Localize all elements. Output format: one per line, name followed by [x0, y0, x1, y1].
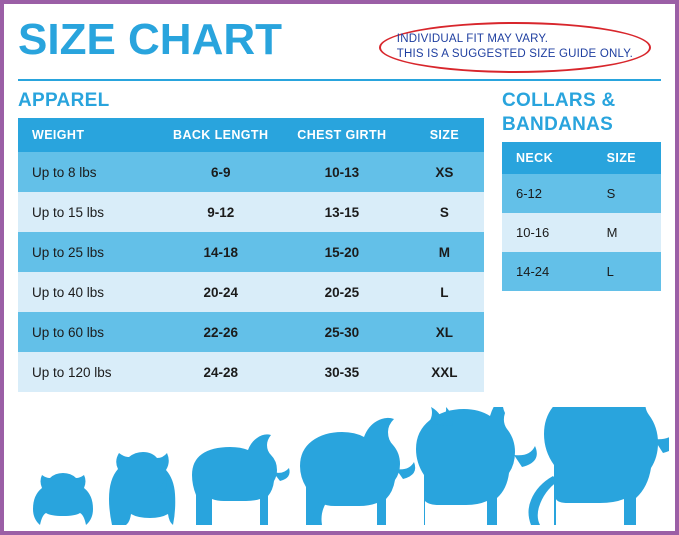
header	[18, 12, 661, 73]
note-line-1: INDIVIDUAL FIT MAY VARY.	[396, 33, 549, 45]
collars-header-row	[502, 142, 661, 174]
cell-weight: Up to 8 lbs	[18, 152, 162, 192]
table-row	[502, 252, 661, 291]
table-row	[502, 213, 661, 252]
cell-weight: Up to 25 lbs	[18, 232, 162, 272]
cell-chest-girth: 30-35	[279, 352, 405, 392]
terrier-dog-silhouette	[416, 407, 537, 525]
cell-size: M	[593, 213, 661, 252]
cell-size: XL	[405, 312, 484, 352]
cell-neck: 14-24	[502, 252, 593, 291]
collars-heading-line-1: COLLARS &	[502, 90, 616, 111]
pug-dog-silhouette	[109, 452, 175, 525]
table-row	[18, 192, 484, 232]
cell-weight: Up to 60 lbs	[18, 312, 162, 352]
tables-row	[18, 81, 661, 392]
cell-back-length: 24-28	[162, 352, 279, 392]
cell-back-length: 22-26	[162, 312, 279, 352]
cell-neck: 10-16	[502, 213, 593, 252]
cell-chest-girth: 13-15	[279, 192, 405, 232]
table-row	[502, 174, 661, 213]
pomeranian-dog-silhouette	[33, 473, 93, 525]
cell-size: S	[593, 174, 661, 213]
cell-size: XS	[405, 152, 484, 192]
cell-size: S	[405, 192, 484, 232]
table-row	[18, 232, 484, 272]
cell-size: L	[405, 272, 484, 312]
apparel-section	[18, 81, 484, 392]
cell-size: L	[593, 252, 661, 291]
cell-chest-girth: 20-25	[279, 272, 405, 312]
beagle-dog-silhouette	[192, 434, 290, 525]
table-row	[18, 312, 484, 352]
cell-chest-girth: 10-13	[279, 152, 405, 192]
table-row	[18, 352, 484, 392]
cell-back-length: 6-9	[162, 152, 279, 192]
great-dane-dog-silhouette	[529, 407, 670, 525]
page-title: SIZE CHART	[18, 15, 282, 64]
apparel-table	[18, 118, 484, 392]
collars-table	[502, 142, 661, 291]
collars-section	[502, 81, 661, 291]
note-line-2: THIS IS A SUGGESTED SIZE GUIDE ONLY.	[396, 48, 633, 60]
cell-weight: Up to 15 lbs	[18, 192, 162, 232]
cell-neck: 6-12	[502, 174, 593, 213]
apparel-col-size: SIZE	[405, 118, 484, 152]
fit-disclaimer-note	[379, 22, 651, 73]
apparel-col-chest-girth: CHEST GIRTH	[279, 118, 405, 152]
cell-weight: Up to 120 lbs	[18, 352, 162, 392]
collars-col-size: SIZE	[593, 142, 661, 174]
cell-size: XXL	[405, 352, 484, 392]
apparel-heading: APPAREL	[18, 90, 110, 111]
cell-size: M	[405, 232, 484, 272]
cell-chest-girth: 15-20	[279, 232, 405, 272]
collars-heading-line-2: BANDANAS	[502, 114, 614, 135]
apparel-col-weight: WEIGHT	[18, 118, 162, 152]
cell-chest-girth: 25-30	[279, 312, 405, 352]
cell-back-length: 9-12	[162, 192, 279, 232]
apparel-col-back-length: BACK LENGTH	[162, 118, 279, 152]
spaniel-dog-silhouette	[300, 418, 415, 525]
dog-silhouettes	[18, 407, 661, 525]
cell-back-length: 14-18	[162, 232, 279, 272]
cell-weight: Up to 40 lbs	[18, 272, 162, 312]
table-row	[18, 152, 484, 192]
cell-back-length: 20-24	[162, 272, 279, 312]
page-inner	[4, 4, 675, 531]
collars-col-neck: NECK	[502, 142, 593, 174]
table-row	[18, 272, 484, 312]
apparel-header-row	[18, 118, 484, 152]
